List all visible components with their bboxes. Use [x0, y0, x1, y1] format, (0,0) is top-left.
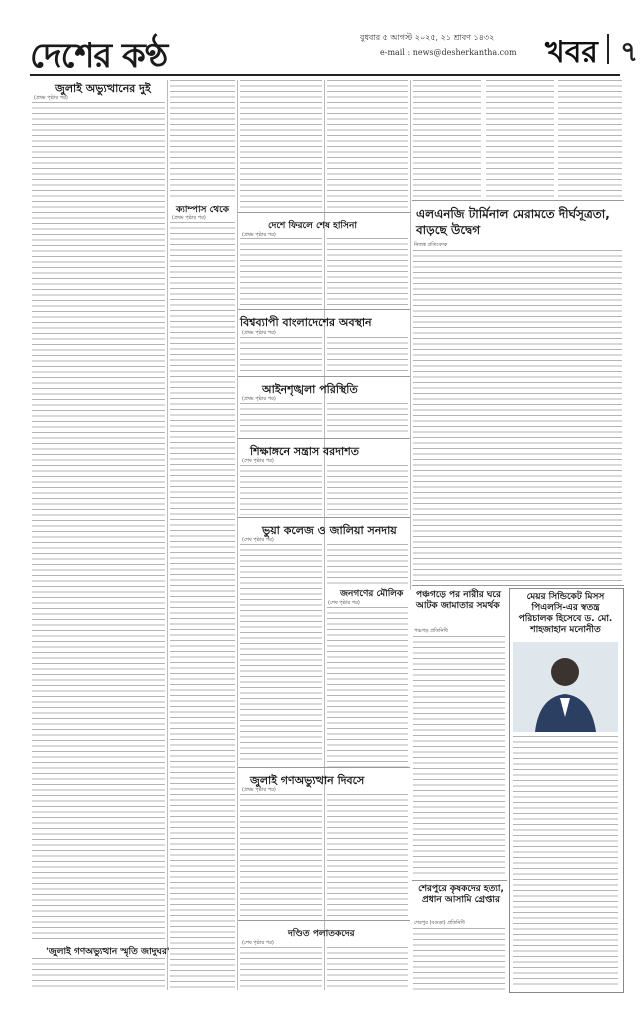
person-silhouette-icon [513, 642, 618, 732]
article-body [32, 102, 165, 940]
section-rule [412, 200, 624, 201]
headline-lng: এলএনজি টার্মিনাল মেরামতে দীর্ঘসূত্রতা, বাড়ছে উদ্বেগ [416, 207, 610, 237]
section-rule [412, 880, 507, 881]
column-rule [167, 80, 168, 990]
article-body [327, 544, 408, 584]
byline: (শেষ পৃষ্ঠার পর) [242, 458, 274, 464]
section-rule [238, 767, 410, 768]
article-body [513, 736, 618, 988]
article-body [327, 238, 408, 306]
column-rule [410, 80, 411, 590]
headline-terror-edu: শিক্ষাঙ্গনে সন্ত্রাস বরদাশত [250, 445, 359, 458]
headline-campus: ক্যাম্পাস থেকে [176, 205, 230, 215]
section-rule [238, 438, 410, 439]
article-body [327, 947, 408, 991]
article-body [327, 337, 408, 373]
article-body [32, 958, 165, 991]
byline: (প্রথম পৃষ্ঠার পর) [172, 215, 206, 221]
byline: (শেষ পৃষ্ঠার পর) [328, 600, 360, 606]
issue-date: বুধবার ৫ আগস্ট ২০২৫, ২১ শ্রাবণ ১৪৩২ [360, 33, 495, 42]
section-rule [238, 517, 410, 518]
article-body [413, 250, 622, 582]
article-body [413, 80, 481, 198]
portrait-photo [513, 642, 618, 732]
article-body [240, 337, 322, 373]
headline-pagla: পঞ্চগড়ে পর নারীর ঘরে আটক জামাতার সমর্থক [416, 590, 501, 611]
newspaper-logo: দেশের কণ্ঠ [30, 36, 168, 76]
byline: (প্রথম পৃষ্ঠার পর) [242, 330, 276, 336]
section-title: খবর [545, 35, 598, 70]
article-body [240, 794, 322, 918]
article-body [327, 794, 408, 918]
headline-july-uprising: জুলাই অভ্যুত্থানের দুই [55, 82, 151, 95]
article-body [327, 80, 408, 210]
article-body [240, 238, 322, 306]
masthead-divider [607, 34, 609, 64]
section-rule [238, 212, 410, 213]
section-rule [412, 585, 624, 586]
headline-punishment: দণ্ডিত পলাতকদের [288, 929, 355, 939]
article-body [240, 80, 322, 210]
section-rule [238, 376, 410, 377]
article-body [413, 636, 505, 878]
article-body [240, 544, 322, 764]
article-body [327, 403, 408, 435]
article-body [558, 80, 622, 198]
byline: শেরপুর (বগুড়া) প্রতিনিধি [414, 920, 465, 926]
byline: (শেষ পৃষ্ঠার পর) [242, 940, 274, 946]
article-body [240, 947, 322, 991]
masthead [30, 28, 639, 76]
article-body [486, 80, 554, 198]
article-body [170, 80, 235, 200]
headline-july-day: জুলাই গণঅভ্যুত্থান দিবসে [250, 774, 365, 787]
contact-email: e-mail : news@desherkantha.com [380, 48, 517, 57]
byline: (প্রথম পৃষ্ঠার পর) [34, 95, 68, 101]
headline-july-memory: 'জুলাই গণঅভ্যুত্থান স্মৃতি জাদুঘর' [46, 947, 170, 957]
headline-fake-college: ভুয়া কলেজ ও জালিয়া সনদায় [262, 524, 397, 537]
byline: (শেষ পৃষ্ঠার পর) [242, 537, 274, 543]
article-body [240, 403, 322, 435]
byline: (প্রথম পৃষ্ঠার পর) [242, 232, 276, 238]
column-rule [237, 80, 238, 990]
article-body [327, 607, 408, 767]
article-body [170, 222, 235, 992]
headline-hasina: দেশে ফিরলে শেষ হাসিনা [268, 221, 357, 231]
article-body [327, 465, 408, 515]
byline: পঞ্চগড় প্রতিনিধি [414, 628, 448, 634]
section-rule [238, 920, 410, 921]
headline-public-rights: জনগণের মৌলিক [340, 589, 404, 599]
headline-law-order: আইনশৃঙ্খলা পরিস্থিতি [262, 383, 358, 396]
byline: (প্রথম পৃষ্ঠার পর) [242, 787, 276, 793]
byline: (প্রথম পৃষ্ঠার পর) [242, 396, 276, 402]
article-body [413, 928, 505, 991]
headline-mayor: মেয়র সিন্ডিকেট মিসস পিএলসি-এর স্বতন্ত্র পরিচালক হিসেবে ড. মো. শাহজাহান মনোনীত [518, 592, 613, 635]
headline-sherpur: শেরপুরে কৃষকদের হত্যা, প্রধান আসামি গ্রেপ্তার [418, 884, 504, 905]
byline: নিজস্ব প্রতিবেদক [414, 242, 448, 248]
headline-world: বিশ্বব্যাপী বাংলাদেশের অবস্থান [240, 316, 372, 329]
page-number: ৭ [620, 35, 639, 68]
section-rule [238, 309, 410, 310]
article-body [240, 465, 322, 515]
